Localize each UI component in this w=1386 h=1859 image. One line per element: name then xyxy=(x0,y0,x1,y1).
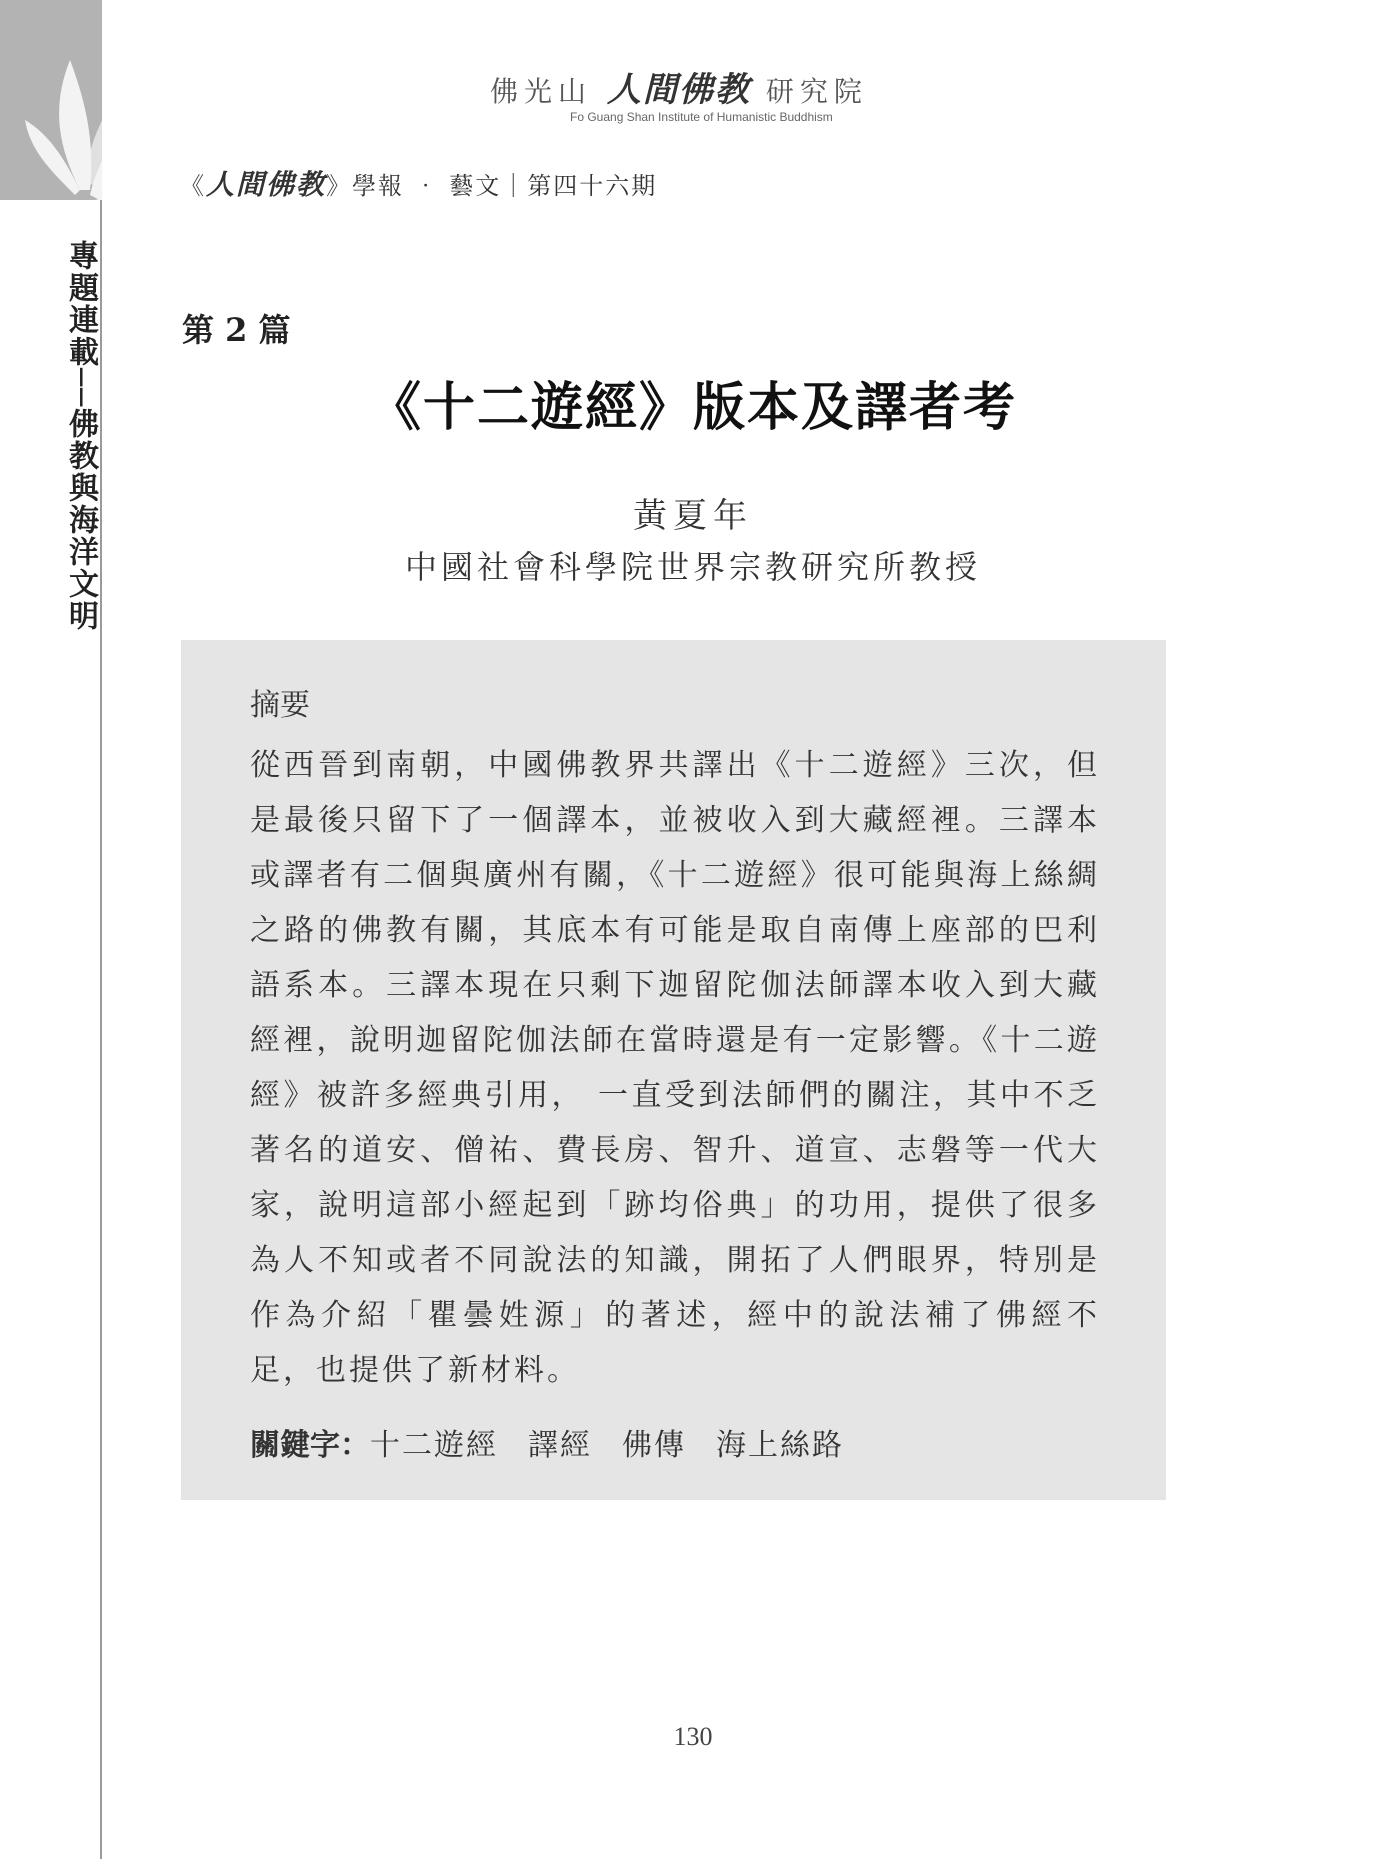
author-name: 黃夏年 xyxy=(633,496,753,536)
institute-suffix: 研究院 xyxy=(765,75,868,108)
keyword: 十二遊經 xyxy=(370,1428,498,1463)
journal-brand: 人間佛教 xyxy=(206,168,327,201)
page-number: 130 xyxy=(673,1722,713,1751)
keywords-line xyxy=(250,1420,874,1464)
section-label: 第 2 篇 xyxy=(182,311,291,349)
journal-issue: 》學報 ‧ 藝文｜第四十六期 xyxy=(326,172,658,200)
abstract-heading: 摘要 xyxy=(250,688,310,723)
abstract-body: 從西晉到南朝，中國佛教界共譯出《十二遊經》三次，但是最後只留下了一個譯本，並被收入到大藏經裡。三譯本或譯者有二個與廣州有關，《十二遊經》很可能與海上絲綢之路的佛教有關，其底本有可能是取自南傳上座部的巴利語系本。三譯本現在只剩下迦留陀伽法師譯本收入到大藏經裡，說明迦留陀伽法師在當時還是有一定影響。《十二遊經》被許多經典引用， 一直受到法師們的關注，其中不乏著名的道安、僧祐、費長房、智升、道宣、志磐等一代大家，說明這部小經起到「跡均俗典」的功用，提供了很多為人不知或者不同說法的知識，開拓了人們眼界，特別是作為介紹「瞿曇姓源」的著述，經中的說法補了佛經不足，也提供了新材料。 xyxy=(250,748,1100,1388)
keyword: 譯經 xyxy=(528,1428,592,1463)
institute-name-en: Fo Guang Shan Institute of Humanistic Buddhism xyxy=(570,110,833,124)
author-affiliation: 中國社會科學院世界宗教研究所教授 xyxy=(404,548,981,586)
institute-prefix: 佛光山 xyxy=(490,75,593,108)
keyword: 佛傳 xyxy=(622,1428,686,1463)
journal-header xyxy=(180,163,657,203)
journal-open: 《 xyxy=(180,172,206,200)
series-vertical-title: 專題連載──佛教與海洋文明 xyxy=(63,240,98,633)
abstract-box xyxy=(181,640,1166,1500)
keywords-label: 關鍵字： xyxy=(250,1428,370,1463)
institute-name-cn xyxy=(490,62,868,111)
institute-brand: 人間佛教 xyxy=(606,70,751,110)
article-title: 《十二遊經》版本及譯者考 xyxy=(368,377,1017,438)
keyword: 海上絲路 xyxy=(716,1428,844,1463)
